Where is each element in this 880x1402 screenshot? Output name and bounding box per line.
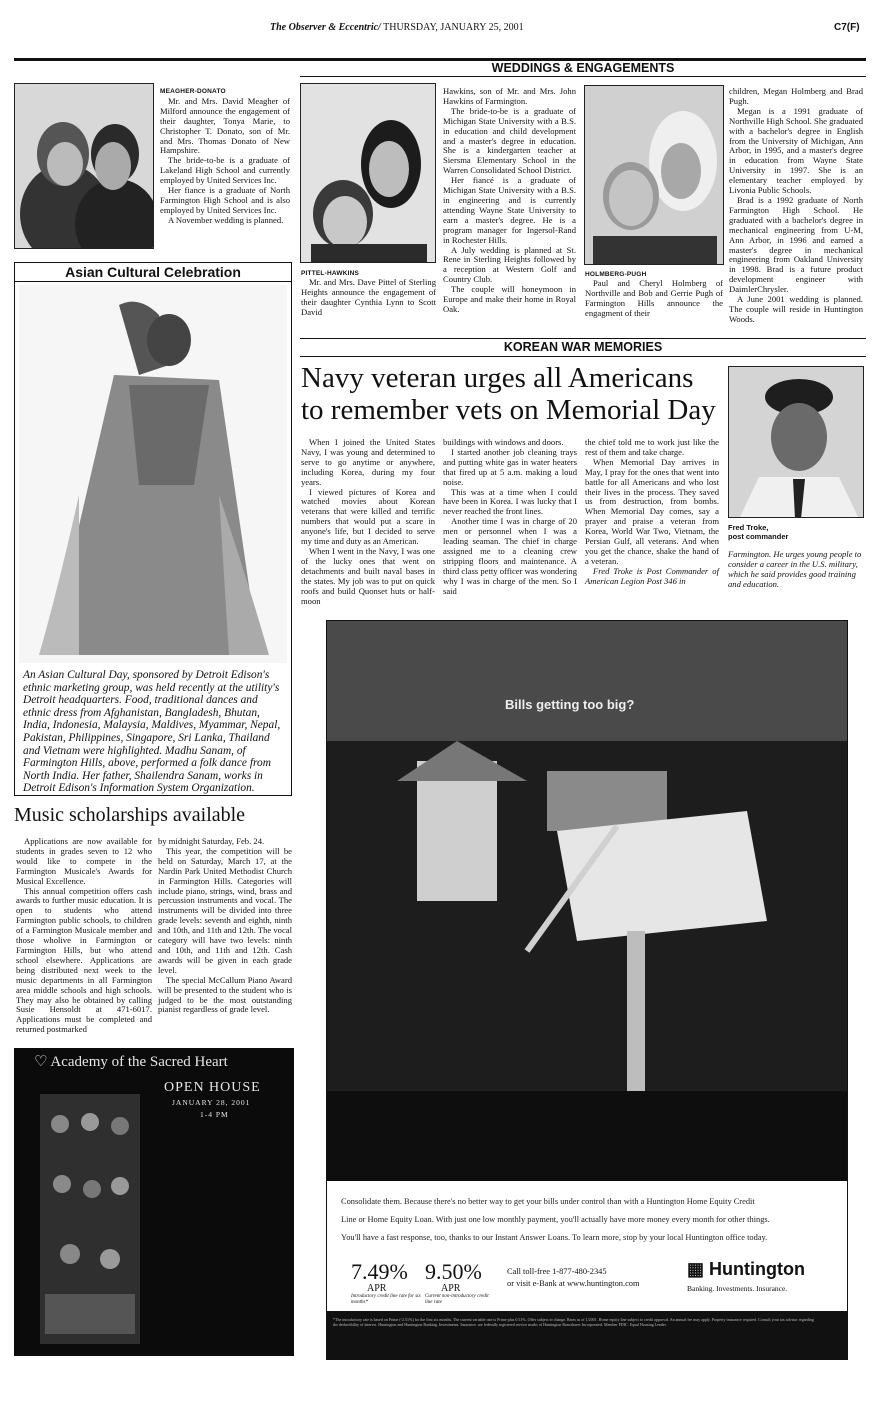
music-col2 bbox=[158, 837, 292, 1015]
korean-para: buildings with windows and doors. bbox=[443, 437, 564, 447]
fred-troke-caption: Farmington. He urges young people to consider a career in the U.S. military, which he said provides good training and education. bbox=[728, 549, 862, 589]
fred-troke-title: post commander bbox=[728, 532, 789, 541]
holmberg-intro bbox=[585, 279, 723, 319]
holmberg-para: A June 2001 wedding is planned. The couple will reside in Huntington Woods. bbox=[729, 294, 863, 324]
pittel-para: The bride-to-be is a graduate of Michigan State University with a B.S. in education and child development and a master's degree in education. She is a kindergarten teacher at Siersma Elementary School in the Warren Consolidated School District. bbox=[443, 105, 576, 176]
korean-col3 bbox=[585, 438, 719, 587]
holmberg-pugh-name: HOLMBERG-PUGH bbox=[585, 271, 647, 278]
music-para: Applications are now available for students in grades seven to 12 who would like to compete in the Farmington Musicale's Awards for Musical Excellence. bbox=[16, 836, 152, 886]
rate-current-note: Current non-introductory credit line rate bbox=[425, 1294, 489, 1305]
weddings-section-title: WEDDINGS & ENGAGEMENTS bbox=[491, 61, 675, 75]
music-para: by midnight Saturday, Feb. 24. bbox=[158, 836, 265, 846]
holmberg-para: Megan is a 1991 graduate of Northville High School. She graduated with a bachelor's degree in English from the University of Michigan, Ann Arbor, in 1995, and a master's degree in education from Wayne State University in 1997. She is an elementary teacher employed by Livonia Public Schools. bbox=[729, 105, 863, 196]
korean-col2 bbox=[443, 438, 577, 597]
huntington-tagline: Banking. Investments. Insurance. bbox=[687, 1284, 788, 1293]
sacred-heart-title bbox=[34, 1052, 228, 1071]
ad-body-line: Consolidate them. Because there's no better way to get your bills under control than with a Huntington Home Equity Credit bbox=[341, 1197, 755, 1206]
dancer-photo-image bbox=[19, 285, 287, 663]
couple-photo-image bbox=[301, 84, 436, 263]
pittel-hawkins-story bbox=[443, 87, 576, 315]
masthead bbox=[0, 22, 880, 36]
rate-intro-value: 7.49% bbox=[351, 1259, 408, 1284]
open-house-time: 1-4 PM bbox=[200, 1110, 229, 1119]
korean-para: the chief told me to work just like the rest of them and take charge. bbox=[585, 437, 719, 457]
korean-para: When Memorial Day arrives in May, I pray for the ones that went into battle for all Americans and who lost their lives in the process. They saved us from destruction, from bombs. When Memorial Day comes, say a prayer and praise a veteran from Korea, World War Two, Vietnam, the Persian Gulf, all veterans. And when you get the chance, shake the hand of a veteran. bbox=[585, 456, 719, 566]
korean-para: I started another job cleaning trays and putting white gas in water heaters that fired up at 5 a.m. making a loud noise. bbox=[443, 446, 577, 487]
rate-current-value: 9.50% bbox=[425, 1259, 482, 1284]
korean-signoff: Fred Troke is Post Commander of American Legion Post 346 in bbox=[585, 565, 719, 586]
asian-caption: An Asian Cultural Day, sponsored by Detroit Edison's ethnic marketing group, was held recently at the utility's Detroit headquarters. Food, traditional dances and ethnic dress from Afghanistan, Bangladesh, Bhutan, India, Indonesia, Malaysia, Maldives, Myammar, Nepal, Pakistan, Philippines, Singapore, Sri Lanka, Thailand and Vietnam were highlighted. Madhu Sanam, of Farmington Hills, above, performed a folk dance from North India. Her father, Shailendra Sanam, works in Detroit Edison's Information System Organization. bbox=[23, 669, 281, 795]
huntington-brand bbox=[687, 1259, 805, 1280]
music-headline: Music scholarships available bbox=[14, 804, 246, 826]
korean-para: I viewed pictures of Korea and watched movies about Korean veterans that were killed and terrific numbers that would put a scare in anyone's life, but I decided to serve my time and duty as an American. bbox=[301, 486, 435, 547]
pittel-para: Hawkins, son of Mr. and Mrs. John Hawkins of Farmington. bbox=[443, 86, 576, 106]
korean-col1 bbox=[301, 438, 435, 606]
couple-photo-image bbox=[585, 86, 724, 265]
korean-para: Another time I was in charge of 20 men or personnel when I was a leading seaman. The chief in charge assigned me to a cleaning crew stripping floors and maintenance. A third class petty officer was wondering why I was in charge of the men. So I said bbox=[443, 516, 577, 596]
fred-troke-name: Fred Troke, bbox=[728, 523, 769, 532]
ad-fine-print: *The introductory rate is based on Prime (-2.51%) for the first six months. The current variable rate is Prime plus 0.51%. Offer subject to change. Rates as of 1/2001. Home equity line subject to credit approval. An annual fee may apply. Property insurance required. Consult your tax advisor regarding the deductibility of interest. Huntington and Huntington Banking. Investments. Insurance. are federally registered service marks of Huntington Bancshares Incorporated. Member FDIC. Equal Housing Lender. bbox=[327, 1311, 847, 1359]
meagher-donato-name: MEAGHER-DONATO bbox=[160, 88, 226, 95]
pittel-para: The couple will honeymoon in Europe and make their home in Royal Oak. bbox=[443, 284, 576, 314]
paper-name: The Observer & Eccentric/ bbox=[270, 22, 381, 33]
korean-para: When I went in the Navy, I was one of the lucky ones that went on detachments and built naval bases in the states. My job was to put on quick roofs and build Quonset huts or half-moon bbox=[301, 545, 435, 606]
sacred-heart-ad[interactable] bbox=[14, 1048, 294, 1356]
meagher-para: A November wedding is planned. bbox=[168, 214, 284, 225]
students-photo-image bbox=[40, 1094, 140, 1344]
fred-troke-credit bbox=[728, 523, 788, 541]
pittel-intro-para: Mr. and Mrs. Dave Pittel of Sterling Heights announce the engagement of their daughter Cynthia Lynn to Scott David bbox=[301, 277, 436, 317]
music-para: This year, the competition will be held on Saturday, March 17, at the Nardin Park United Methodist Church in Farmington Hills. Categories will include piano, strings, wind, brass and percussion instruments and vocal. The instruments will be divided into three grade levels: seventh and eighth, ninth and 10th, and 11th and 12th. The vocal category will have two levels: ninth and 10th, and 11th and 12th. Cash awards will be given in each grade level. bbox=[158, 845, 292, 975]
huntington-ad[interactable] bbox=[326, 620, 848, 1360]
pittel-para: A July wedding is planned at St. Rene in Sterling Heights followed by a reception at Western Golf and Country Club. bbox=[443, 244, 576, 285]
students-photo bbox=[40, 1094, 140, 1344]
korean-headline: Navy veteran urges all Americans to remember vets on Memorial Day bbox=[301, 362, 716, 426]
huntington-logo bbox=[687, 1259, 805, 1293]
issue-date: THURSDAY, JANUARY 25, 2001 bbox=[380, 22, 524, 33]
korean-rule bbox=[300, 356, 866, 357]
music-para: This annual competition offers cash awards to further music education. It is open to students who attend Farmington public schools, to children of a Farmington Musicale member and those wholive in Farmington or Farmington Hills, but who attend school elsewhere. Applications are being distributed next week to the music departments in all Farmington area middle schools and high schools. They may also be obtained by calling Susie Hensoldt at 471-6017. Applications must be completed and returned postmarked bbox=[16, 885, 152, 1035]
heart-icon: ♡ bbox=[34, 1054, 48, 1070]
rate-intro-note: Introductory credit line rate for six months* bbox=[351, 1294, 421, 1305]
open-house-date: JANUARY 28, 2001 bbox=[172, 1098, 251, 1107]
rate-intro bbox=[351, 1261, 421, 1306]
holmberg-para: Brad is a 1992 graduate of North Farmington High School. He graduated with a bachelor's degree in mechanical engineering from U-M, Ann Arbor, in 1996 and earned a master's degree in mechanical engineering from Oakland University in 1998. Brad is a future product development engineer with DaimlerChrysler. bbox=[729, 194, 863, 295]
huntington-mark-icon: ▦ bbox=[687, 1259, 705, 1279]
page-number: C7(F) bbox=[834, 22, 860, 33]
veteran-photo-image bbox=[729, 367, 864, 518]
ad-body-line: Line or Home Equity Loan. With just one low monthly payment, you'll actually have more money every month for other things. bbox=[341, 1215, 770, 1224]
korean-para: This was at a time when I could have been in Korea. I was lucky that I never reached the front lines. bbox=[443, 486, 577, 517]
couple-photo-image bbox=[15, 84, 154, 249]
pittel-hawkins-name: PITTEL-HAWKINS bbox=[301, 270, 360, 277]
meagher-donato-story bbox=[160, 87, 290, 226]
huntington-brand-name: Huntington bbox=[709, 1259, 805, 1279]
masthead-line bbox=[270, 22, 524, 33]
holmberg-pugh-photo bbox=[584, 85, 724, 265]
fred-troke-photo bbox=[728, 366, 864, 518]
weddings-rule bbox=[300, 76, 866, 77]
korean-section-title: KOREAN WAR MEMORIES bbox=[503, 340, 663, 354]
meagher-donato-photo bbox=[14, 83, 154, 249]
holmberg-para: children, Megan Holmberg and Brad Pugh. bbox=[729, 86, 863, 106]
asian-celebration-title: Asian Cultural Celebration bbox=[15, 263, 291, 282]
sacred-heart-name: Academy of the Sacred Heart bbox=[50, 1054, 228, 1070]
korean-para: When I joined the United States Navy, I was young and determined to serve to go anytime or anywhere, including Korea, during my four years. bbox=[301, 437, 435, 487]
meagher-para: Her fiance is a graduate of North Farmington High School and is also employed by United Services Inc. bbox=[160, 185, 290, 215]
music-para: The special McCallum Piano Award will be presented to the student who is judged to be the most outstanding pianist regardless of grade level. bbox=[158, 974, 292, 1015]
rate-current bbox=[425, 1261, 495, 1306]
music-col1 bbox=[16, 837, 152, 1035]
ad-website[interactable]: or visit e-Bank at www.huntington.com bbox=[507, 1279, 640, 1288]
rate-intro-unit: APR bbox=[367, 1283, 387, 1294]
holmberg-pugh-story bbox=[729, 87, 863, 325]
holmberg-intro-para: Paul and Cheryl Holmberg of Northville and Bob and Gerrie Pugh of Farmington Hills announce the engagment of their bbox=[585, 278, 723, 318]
meagher-para: Mr. and Mrs. David Meagher of Milford announce the engagement of their daughter, Tonya Marie, to Christopher T. Donato, son of Mr. and Mrs. Thomas Donato of New Hampshire. bbox=[160, 95, 290, 156]
ad-phone[interactable]: Call toll-free 1-877-480-2345 bbox=[507, 1267, 607, 1276]
ad-contact[interactable] bbox=[507, 1266, 640, 1290]
pittel-intro bbox=[301, 278, 436, 318]
asian-celebration-box bbox=[14, 262, 292, 796]
mailbox-photo bbox=[327, 621, 847, 1181]
ad-headline: Bills getting too big? bbox=[505, 697, 635, 712]
ad-body-line: You'll have a fast response, too, thanks to our Instant Answer Loans. To learn more, stop by your local Huntington office today. bbox=[341, 1233, 768, 1242]
pittel-para: Her fiancé is a graduate of Michigan State University with a B.S. in engineering and is currently attending Wayne State University to earn a master's degree. He is a program manager for Ingersol-Rand in Rochester Hills. bbox=[443, 175, 576, 245]
rate-current-unit: APR bbox=[441, 1283, 461, 1294]
dancer-photo bbox=[19, 285, 287, 663]
meagher-para: The bride-to-be is a graduate of Lakeland High School and currently employed by United Services Inc. bbox=[160, 155, 290, 186]
pittel-hawkins-photo bbox=[300, 83, 436, 263]
ad-body bbox=[341, 1193, 835, 1247]
open-house-label: OPEN HOUSE bbox=[164, 1080, 261, 1095]
